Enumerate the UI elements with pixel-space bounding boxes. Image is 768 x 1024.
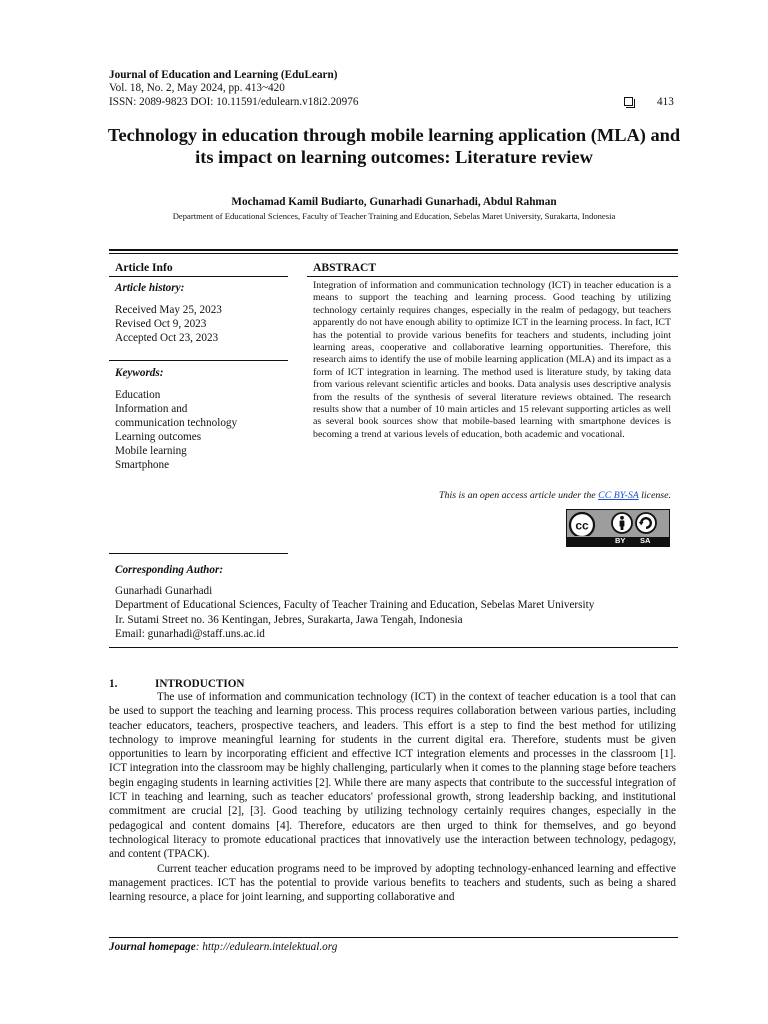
keywords-label: Keywords: <box>115 367 164 379</box>
introduction-heading <box>109 678 245 690</box>
section-title: INTRODUCTION <box>155 678 245 690</box>
footer-rule <box>109 937 678 938</box>
open-access-prefix: This is an open access article under the <box>439 490 596 501</box>
keyword: communication technology <box>115 417 238 429</box>
keyword: Learning outcomes <box>115 431 202 443</box>
journal-homepage-label: Journal homepage <box>109 941 196 953</box>
journal-issn-doi: ISSN: 2089-9823 DOI: 10.11591/edulearn.v18i2.20976 <box>109 96 359 108</box>
journal-volume: Vol. 18, No. 2, May 2024, pp. 413~420 <box>109 82 285 94</box>
abstract-text: Integration of information and communication technology (ICT) in teacher education is a means to support the teaching and learning process. Good teaching by utilizing technology certainly requires changes, especially in the realm of pedagogy, but teachers apparently do not have enough ability to optimize ICT in the learning process. In fact, ICT has the potential to provide various benefits for teachers and students, including joint learning areas, cooperative and collaborative learning opportunities. Therefore, this research aims to identify the use of mobile learning application (MLA) and its impact as a form of ICT integration in learning. The method used is literature study, by taking data from various relevant scientific articles and books. Data analysis uses descriptive analysis from the results of the synthesis of several literature reviews obtained. The research results show that a number of 10 main articles and 15 relevant supporting articles as well as several book sources show that mobile-based learning with smartphone devices is becoming a trend at various levels of education, both academic and vocational. <box>313 280 671 440</box>
open-access-suffix: license. <box>641 490 671 501</box>
introduction-body <box>109 690 676 904</box>
page-marker-icon <box>624 97 633 106</box>
journal-name: Journal of Education and Learning (EduLearn) <box>109 69 338 81</box>
article-history-label: Article history: <box>115 282 185 294</box>
sa-icon <box>636 513 656 533</box>
corresponding-author-label: Corresponding Author: <box>115 564 224 576</box>
keywords-list <box>115 388 237 472</box>
abstract-rule <box>307 276 678 277</box>
license-link[interactable]: CC BY-SA <box>598 490 639 501</box>
corresponding-author-details <box>115 584 594 641</box>
cc-by-sa-badge[interactable] <box>566 509 670 547</box>
keywords-rule <box>109 360 288 361</box>
corresponding-author-address: Ir. Sutami Street no. 36 Kentingan, Jebres, Surakarta, Jawa Tengah, Indonesia <box>115 613 463 626</box>
article-info-rule <box>109 276 288 277</box>
history-received: Received May 25, 2023 <box>115 304 222 316</box>
corresponding-author-department: Department of Educational Sciences, Faculty of Teacher Training and Education, Sebelas Maret University <box>115 599 595 612</box>
section-divider <box>109 253 678 254</box>
section-divider <box>109 249 678 251</box>
svg-text:cc: cc <box>575 518 589 533</box>
badge-by-label: BY <box>615 536 626 545</box>
article-info-bottom-rule <box>109 553 288 554</box>
cc-badge-bar <box>567 537 669 546</box>
article-info-heading: Article Info <box>115 261 173 274</box>
open-access-statement <box>313 490 671 501</box>
keyword: Education <box>115 389 161 401</box>
corresponding-author-email: Email: gunarhadi@staff.uns.ac.id <box>115 627 265 640</box>
history-accepted: Accepted Oct 23, 2023 <box>115 332 219 344</box>
corresponding-author-name: Gunarhadi Gunarhadi <box>115 585 213 597</box>
keyword: Information and <box>115 403 188 415</box>
keyword: Mobile learning <box>115 445 187 457</box>
section-number: 1. <box>109 678 118 690</box>
abstract-heading: ABSTRACT <box>313 261 377 274</box>
journal-homepage <box>109 941 337 953</box>
front-matter-bottom-rule <box>109 647 678 648</box>
history-revised: Revised Oct 9, 2023 <box>115 318 207 330</box>
authors: Mochamad Kamil Budiarto, Gunarhadi Gunarhadi, Abdul Rahman <box>231 196 557 208</box>
paper-title: Technology in education through mobile learning application (MLA) and its impact on learning outcomes: Literature review <box>107 125 681 167</box>
badge-sa-label: SA <box>640 536 651 545</box>
paragraph: Current teacher education programs need to be improved by adopting technology-enhanced learning and effective management practices. ICT has the potential to provide various benefits to teachers and students, such as being a shared learning resource, a place for joint learning, and supporting collaborative and <box>109 862 676 904</box>
keyword: Smartphone <box>115 459 170 471</box>
article-history <box>115 303 222 345</box>
journal-homepage-url[interactable]: : http://edulearn.intelektual.org <box>195 941 338 953</box>
page-number: 413 <box>657 96 674 108</box>
cc-license-icons <box>567 510 668 536</box>
paragraph: The use of information and communication technology (ICT) in the context of teacher education is a tool that can be used to support the teaching and learning process. This process requires collaboration between various parties, including teacher educators, teachers, prospective teachers, and leaders. This effort is a step to find the best method for utilizing technology to improve meaningful learning for students in the current digital era. Therefore, students must be given opportunities to learn by incorporating efficient and effective ICT integration elements and processes in the classroom [1]. ICT integration into the classroom may be highly challenging, particularly when it comes to the planning stage before teachers begin engaging students in learning activities [2]. While there are many aspects that contribute to the successful integration of ICT in teaching and learning, such as teacher educators' professional growth, strong leadership backing, and institutional commitment are crucial [2], [3]. Good teaching by utilizing technology certainly requires changes, especially in the pedagogical and content domains [4]. Therefore, educators are then urged to think for themselves, and go beyond technological literacy to promote educational practices that innovatively use the interaction between technology, pedagogy, and content (TPACK). <box>109 691 676 861</box>
affiliation: Department of Educational Sciences, Faculty of Teacher Training and Education, Sebelas Maret University, Surakarta, Indonesia <box>172 211 616 221</box>
